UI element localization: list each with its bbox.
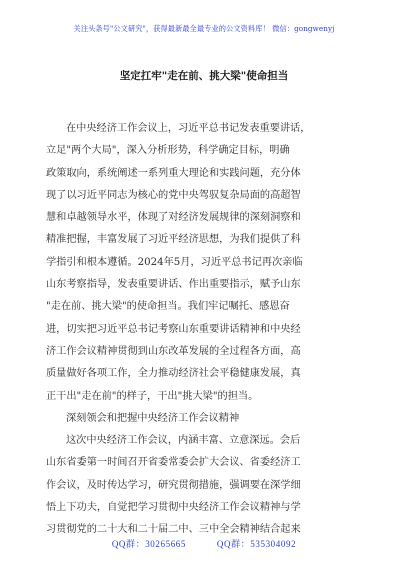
body-line: 现了以习近平同志为核心的党中央驾驭复杂局面的高超智 bbox=[46, 189, 301, 201]
footer-qq-group-2[interactable]: QQ群：535304092 bbox=[216, 539, 297, 549]
body-line: 进，切实把习近平总书记考察山东重要讲话精神和中央经 bbox=[46, 323, 301, 335]
body-line: 质量做好各项工作，全力推动经济社会平稳健康发展，真 bbox=[46, 368, 301, 380]
body-line: 学指引和根本遵循。2024年5月，习近平总书记再次亲临 bbox=[46, 256, 303, 268]
body-line: 悟上下功夫，自觉把学习贯彻中央经济工作会议精神与学 bbox=[46, 502, 301, 514]
header-banner[interactable]: 关注头条号"公文研究"，获得最新最全最专业的公文资料库！ 微信：gongwenyj bbox=[73, 24, 335, 33]
body-line: 作会议，及时传达学习，研究贯彻措施，强调要在深学细 bbox=[46, 479, 301, 491]
body-line: 在中央经济工作会议上，习近平总书记发表重要讲话， bbox=[66, 123, 311, 134]
document-title: 坚定扛牢"走在前、挑大梁"使命担当 bbox=[119, 70, 289, 82]
body-line: 习贯彻党的二十大和二十届二中、三中全会精神结合起来 bbox=[46, 524, 301, 536]
document-body bbox=[46, 118, 362, 542]
body-line: 慧和卓越领导水平，体现了对经济发展规律的深刻洞察和 bbox=[46, 212, 301, 224]
body-line: 正干出"走在前"的样子，干出"挑大梁"的担当。 bbox=[46, 390, 259, 402]
body-line: 山东考察指导，发表重要讲话、作出重要指示，赋予山东 bbox=[46, 279, 301, 291]
body-line: 这次中央经济工作会议，内涵丰富、立意深远。会后 bbox=[66, 435, 301, 447]
body-line: 山东省委第一时间召开省委常委会扩大会议、省委经济工 bbox=[46, 457, 301, 469]
body-line: 济工作会议精神贯彻到山东改革发展的全过程各方面，高 bbox=[46, 345, 301, 357]
body-line: 政策取向，系统阐述一系列重大理论和实践问题，充分体 bbox=[46, 167, 301, 179]
body-line: 立足"两个大局"，深入分析形势，科学确定目标，明确 bbox=[46, 145, 290, 157]
section-heading: 深刻领会和把握中央经济工作会议精神 bbox=[66, 412, 240, 424]
footer bbox=[0, 537, 408, 550]
body-line: "走在前、挑大梁"的使命担当。我们牢记嘱托、感恩奋 bbox=[46, 301, 290, 313]
body-line: 精准把握，丰富发展了习近平经济思想，为我们提供了科 bbox=[46, 234, 301, 246]
footer-qq-group-1[interactable]: QQ群：30265665 bbox=[111, 539, 187, 549]
